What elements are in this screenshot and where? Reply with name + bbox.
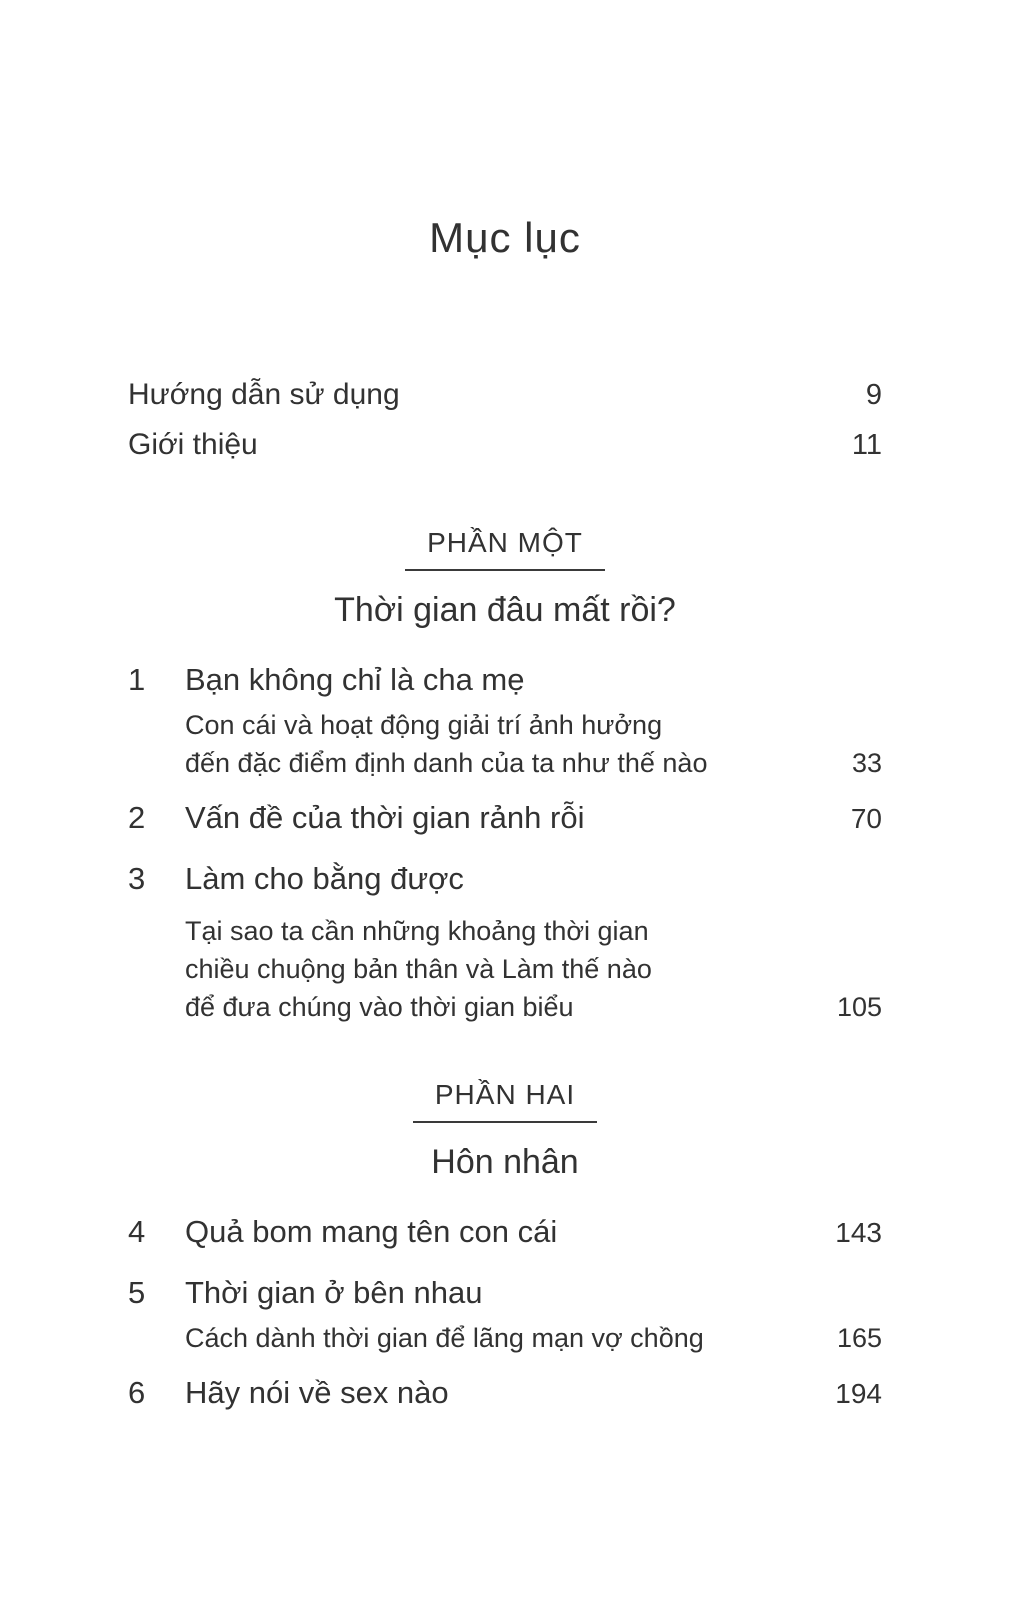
- chapter-page-number: 33: [851, 748, 882, 778]
- chapter-page-number: 70: [850, 803, 882, 834]
- part-title: Hôn nhân: [431, 1143, 579, 1181]
- description-line: [185, 988, 882, 1026]
- chapter-entry: [128, 1369, 882, 1418]
- toc-entry-page: 9: [865, 379, 882, 411]
- chapter-title-row: [128, 855, 882, 903]
- chapter-number: 4: [128, 1214, 146, 1249]
- chapter-number: 2: [128, 800, 146, 835]
- chapter-page-number: 194: [835, 1378, 882, 1409]
- chapter-title-row: [128, 794, 882, 843]
- description-line: [185, 912, 882, 950]
- page-title: Mục lục: [429, 214, 581, 261]
- toc-entry-label: Giới thiệu: [128, 428, 258, 461]
- chapter-entry: [128, 656, 882, 782]
- chapter-title: Vấn đề của thời gian rảnh rỗi: [185, 800, 585, 835]
- toc-entry-page: 11: [851, 429, 882, 461]
- chapter-title-row: [128, 1208, 882, 1257]
- description-line: [185, 744, 882, 782]
- chapter-title: Làm cho bằng được: [185, 861, 464, 896]
- toc-entry: [128, 370, 882, 420]
- chapter-page-number: 105: [836, 992, 882, 1022]
- toc-entry: [128, 420, 882, 470]
- chapter-title: Thời gian ở bên nhau: [185, 1275, 483, 1310]
- chapter-description: [185, 706, 882, 782]
- part-one-section: [128, 526, 882, 1026]
- description-text: chiều chuộng bản thân và Làm thế nào: [185, 954, 652, 984]
- part-title: Thời gian đâu mất rồi?: [334, 591, 676, 629]
- description-line: [185, 1319, 882, 1357]
- part-heading: PHẦN MỘT: [405, 526, 605, 571]
- part-heading: PHẦN HAI: [413, 1078, 597, 1123]
- chapter-title: Hãy nói về sex nào: [185, 1375, 449, 1410]
- chapter-title-row: [128, 656, 882, 704]
- description-line: [185, 950, 882, 988]
- description-text: Con cái và hoạt động giải trí ảnh hưởng: [185, 710, 663, 740]
- description-text: Cách dành thời gian để lãng mạn vợ chồng: [185, 1323, 704, 1353]
- chapter-entry: [128, 1269, 882, 1357]
- description-line: [185, 706, 882, 744]
- chapter-description: [185, 1319, 882, 1357]
- description-text: đến đặc điểm định danh của ta như thế nào: [185, 748, 708, 778]
- chapter-number: 3: [128, 861, 146, 896]
- chapter-number: 6: [128, 1375, 146, 1410]
- description-text: để đưa chúng vào thời gian biểu: [185, 992, 574, 1022]
- chapter-title-row: [128, 1269, 882, 1317]
- toc-entry-label: Hướng dẫn sử dụng: [128, 378, 400, 411]
- part-two-section: [128, 1078, 882, 1418]
- chapter-title-row: [128, 1369, 882, 1418]
- chapter-title: Bạn không chỉ là cha mẹ: [185, 662, 525, 697]
- part-heading-wrap: [128, 1078, 882, 1123]
- chapter-number: 5: [128, 1275, 146, 1310]
- part-heading-wrap: [128, 526, 882, 571]
- chapter-description: [185, 912, 882, 1026]
- description-text: Tại sao ta cần những khoảng thời gian: [185, 916, 649, 946]
- chapter-page-number: 143: [835, 1217, 882, 1248]
- chapter-entry: [128, 794, 882, 843]
- chapter-title: Quả bom mang tên con cái: [185, 1214, 558, 1249]
- chapter-page-number: 165: [836, 1323, 882, 1353]
- chapter-entry: [128, 855, 882, 1026]
- chapter-entry: [128, 1208, 882, 1257]
- front-matter-list: [128, 370, 882, 470]
- chapter-number: 1: [128, 662, 146, 697]
